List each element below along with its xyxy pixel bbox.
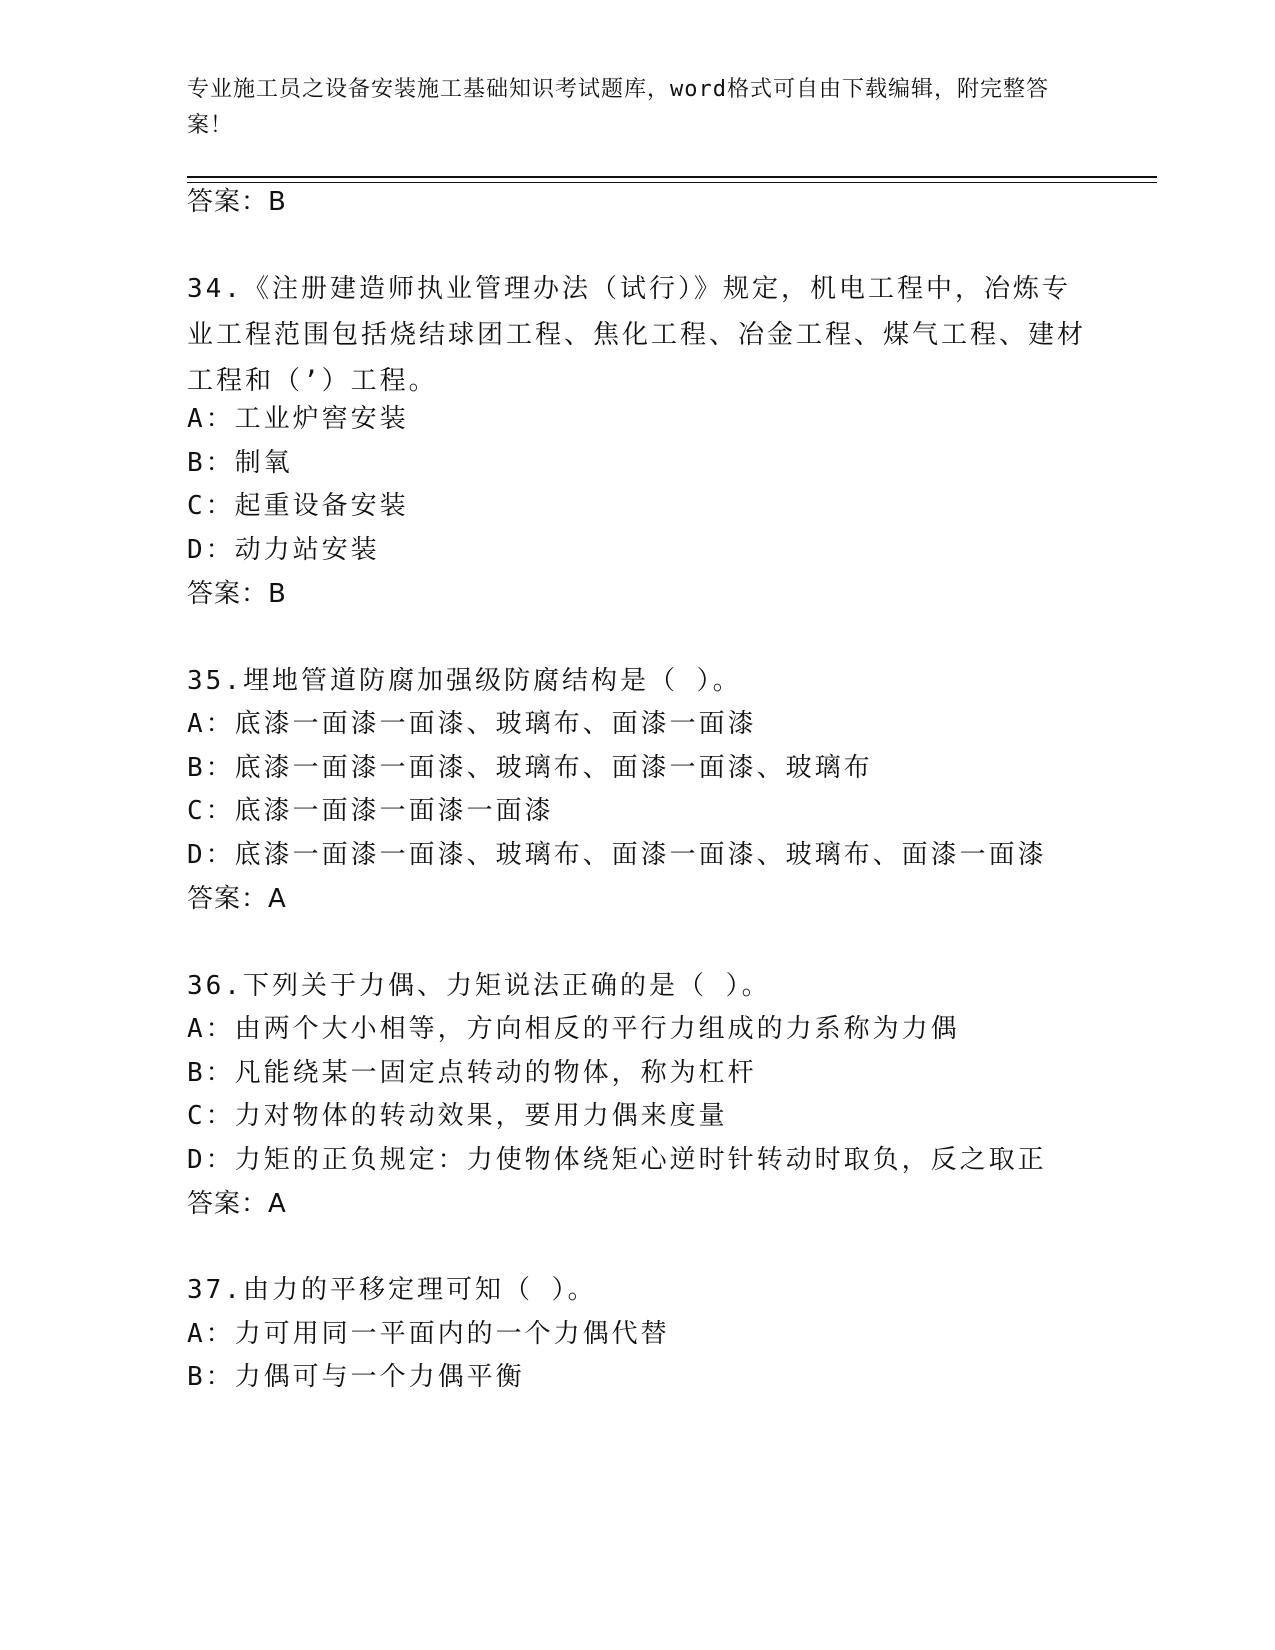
question-34-option-b: B：制氧 (187, 448, 293, 478)
question-35-option-c: C：底漆一面漆一面漆一面漆 (187, 796, 554, 826)
question-36-option-b: B：凡能绕某一固定点转动的物体，称为杠杆 (187, 1058, 757, 1088)
header-rule-thick (187, 176, 1157, 178)
question-35-text: 35.埋地管道防腐加强级防腐结构是（ ）。 (187, 666, 742, 696)
answer-prev: 答案：B (187, 187, 287, 217)
header-rule-thin (187, 182, 1157, 183)
question-36-answer: 答案：A (187, 1189, 287, 1219)
question-34-answer: 答案：B (187, 579, 287, 609)
question-34-option-d: D：动力站安装 (187, 535, 380, 565)
question-35-option-a: A：底漆一面漆一面漆、玻璃布、面漆一面漆 (187, 709, 757, 739)
question-34-option-c: C：起重设备安装 (187, 491, 409, 521)
question-36-text: 36.下列关于力偶、力矩说法正确的是（ ）。 (187, 971, 771, 1001)
question-37-option-b: B：力偶可与一个力偶平衡 (187, 1362, 525, 1392)
document-header: 专业施工员之设备安装施工基础知识考试题库，word格式可自由下载编辑，附完整答案！ (187, 77, 1049, 138)
question-34-text: 34.《注册建造师执业管理办法（试行）》规定，机电工程中，冶炼专业工程范围包括烧结球团工程、焦化工程、冶金工程、煤气工程、建材工程和（’）工程。 (187, 274, 1087, 396)
question-36-option-c: C：力对物体的转动效果，要用力偶来度量 (187, 1101, 728, 1131)
document-page (187, 0, 1157, 1650)
question-37-option-a: A：力可用同一平面内的一个力偶代替 (187, 1319, 670, 1349)
question-35-option-d: D：底漆一面漆一面漆、玻璃布、面漆一面漆、玻璃布、面漆一面漆 (187, 840, 1047, 870)
question-36-option-a: A：由两个大小相等，方向相反的平行力组成的力系称为力偶 (187, 1014, 960, 1044)
question-37-text: 37.由力的平移定理可知（ ）。 (187, 1275, 597, 1305)
question-35-option-b: B：底漆一面漆一面漆、玻璃布、面漆一面漆、玻璃布 (187, 753, 873, 783)
question-34-option-a: A：工业炉窖安装 (187, 404, 409, 434)
question-35-answer: 答案：A (187, 884, 287, 914)
question-36-option-d: D：力矩的正负规定：力使物体绕矩心逆时针转动时取负，反之取正 (187, 1145, 1047, 1175)
